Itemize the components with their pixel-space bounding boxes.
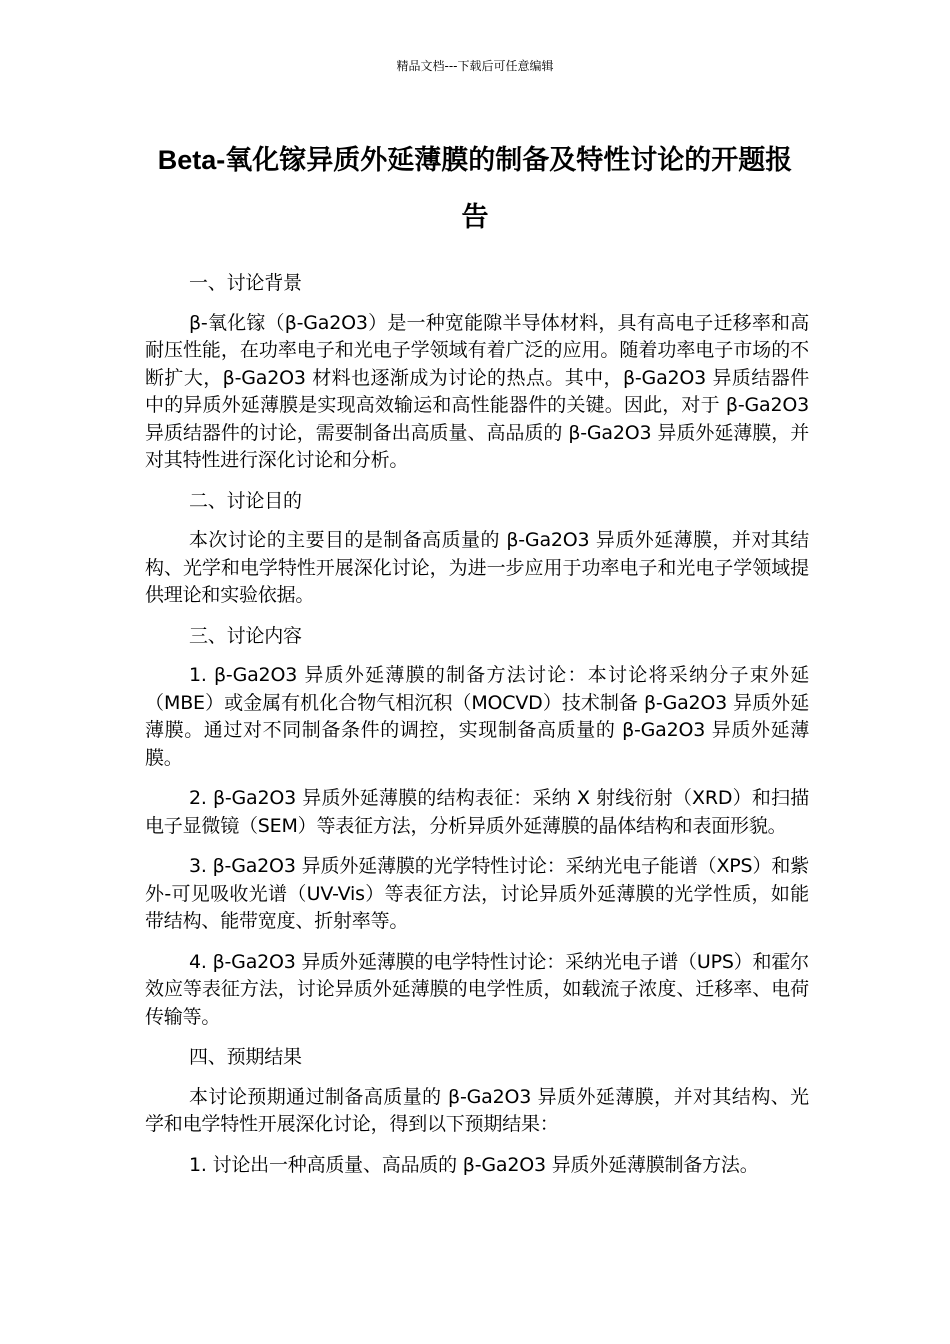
content-item-1: 1. β-Ga2O3 异质外延薄膜的制备方法讨论：本讨论将采纳分子束外延（MBE）或金属有机化合物气相沉积（MOCVD）技术制备 β-Ga2O3 异质外延薄膜。通过对不同制备条件的调控，实现制备高质量的 β-Ga2O3 异质外延薄膜。 xyxy=(145,664,809,769)
section-heading-content: 三、讨论内容 xyxy=(189,624,302,647)
paragraph-purpose: 本次讨论的主要目的是制备高质量的 β-Ga2O3 异质外延薄膜，并对其结构、光学和电学特性开展深化讨论，为进一步应用于功率电子和光电子学领域提供理论和实验依据。 xyxy=(145,529,809,606)
paragraph-results: 本讨论预期通过制备高质量的 β-Ga2O3 异质外延薄膜，并对其结构、光学和电学特性开展深化讨论，得到以下预期结果： xyxy=(145,1085,809,1135)
document-body xyxy=(145,270,809,1192)
paragraph-background: β-氧化镓（β-Ga2O3）是一种宽能隙半导体材料，具有高电子迁移率和高耐压性能，在功率电子和光电子学领域有着广泛的应用。随着功率电子市场的不断扩大，β-Ga2O3 材料也逐渐成为讨论的热点。其中，β-Ga2O3 异质结器件中的异质外延薄膜是实现高效输运和高性能器件的关键。因此，对于 β-Ga2O3 异质结器件的讨论，需要制备出高质量、高品质的 β-Ga2O3 异质外延薄膜，并对其特性进行深化讨论和分析。 xyxy=(145,311,809,471)
section-heading-purpose: 二、讨论目的 xyxy=(189,489,302,512)
result-item-1: 1. 讨论出一种高质量、高品质的 β-Ga2O3 异质外延薄膜制备方法。 xyxy=(189,1153,759,1176)
document-title: Beta-氧化镓异质外延薄膜的制备及特性讨论的开题报告 xyxy=(157,145,793,232)
section-heading-results: 四、预期结果 xyxy=(189,1046,302,1068)
content-item-3: 3. β-Ga2O3 异质外延薄膜的光学特性讨论：采纳光电子能谱（XPS）和紫外-可见吸收光谱（UV-Vis）等表征方法，讨论异质外延薄膜的光学性质，如能带结构、能带宽度、折射率等。 xyxy=(145,855,809,932)
content-item-2: 2. β-Ga2O3 异质外延薄膜的结构表征：采纳 X 射线衍射（XRD）和扫描电子显微镜（SEM）等表征方法，分析异质外延薄膜的晶体结构和表面形貌。 xyxy=(145,787,809,837)
content-item-4: 4. β-Ga2O3 异质外延薄膜的电学特性讨论：采纳光电子谱（UPS）和霍尔效应等表征方法，讨论异质外延薄膜的电学性质，如载流子浓度、迁移率、电荷传输等。 xyxy=(145,950,809,1028)
section-heading-background: 一、讨论背景 xyxy=(189,272,302,294)
page-header-watermark: 精品文档---下载后可任意编辑 xyxy=(396,59,554,73)
